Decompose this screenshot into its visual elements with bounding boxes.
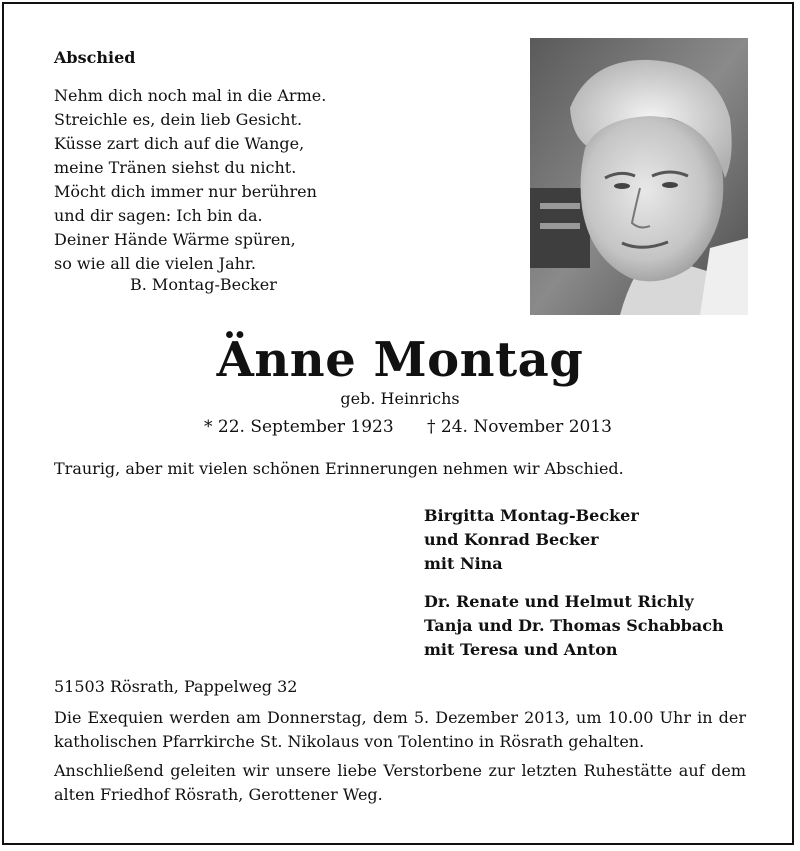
intro-text: Traurig, aber mit vielen schönen Erinnerungen nehmen wir Abschied.	[54, 459, 624, 478]
portrait-photo-icon	[530, 38, 748, 315]
poem-author: B. Montag-Becker	[130, 275, 277, 294]
service-info: Die Exequien werden am Donnerstag, dem 5. Dezember 2013, um 10.00 Uhr in der katholischen Pfarrkirche St. Nikolaus von Tolentino in Rösrath gehalten.	[54, 708, 746, 751]
mourner-line: Dr. Renate und Helmut Richly	[424, 592, 694, 611]
mourner-line: mit Nina	[424, 554, 503, 573]
mourner-line: Birgitta Montag-Becker	[424, 506, 639, 525]
birth-name: geb. Heinrichs	[340, 389, 460, 408]
poem-line: Deiner Hände Wärme spüren,	[54, 230, 296, 249]
poem-line: Möcht dich immer nur berühren	[54, 182, 317, 201]
birth-date: * 22. September 1923	[204, 417, 394, 437]
mourner-line: mit Teresa und Anton	[424, 640, 618, 659]
poem	[54, 84, 326, 276]
poem-line: Streichle es, dein lieb Gesicht.	[54, 110, 303, 129]
mourners-group-1	[424, 504, 639, 576]
mourner-line: und Konrad Becker	[424, 530, 599, 549]
mourners-group-2	[424, 590, 724, 662]
poem-line: meine Tränen siehst du nicht.	[54, 158, 297, 177]
poem-title: Abschied	[54, 48, 136, 67]
poem-line: und dir sagen: Ich bin da.	[54, 206, 263, 225]
death-date: † 24. November 2013	[427, 417, 612, 437]
portrait-photo	[530, 38, 748, 315]
mourner-line: Tanja und Dr. Thomas Schabbach	[424, 616, 724, 635]
poem-line: so wie all die vielen Jahr.	[54, 254, 256, 273]
burial-info: Anschließend geleiten wir unsere liebe Verstorbene zur letzten Ruhestätte auf dem alten Friedhof Rösrath, Gerottener Weg.	[54, 761, 746, 804]
address: 51503 Rösrath, Pappelweg 32	[54, 677, 298, 696]
deceased-name: Änne Montag	[216, 332, 584, 388]
poem-line: Küsse zart dich auf die Wange,	[54, 134, 305, 153]
poem-line: Nehm dich noch mal in die Arme.	[54, 86, 327, 105]
